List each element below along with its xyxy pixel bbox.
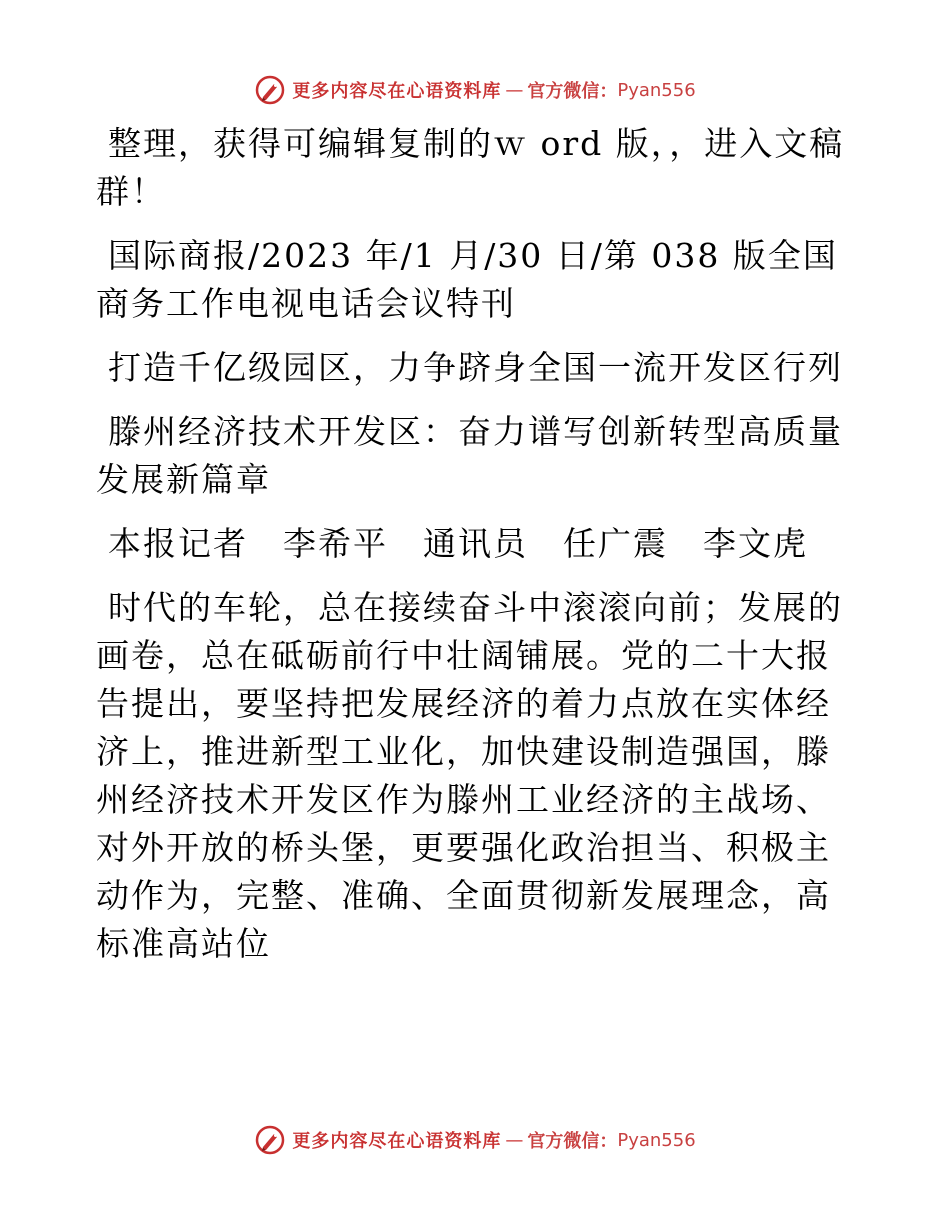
document-body (96, 120, 856, 984)
watermark-separator: — (505, 79, 524, 101)
pen-logo-icon (254, 1124, 286, 1156)
watermark-handle: Pyan556 (617, 79, 696, 101)
source-line: 国际商报/2023 年/1 月/30 日/第 038 版全国商务工作电视电话会议特刊 (96, 236, 838, 323)
watermark-contact-label: 官方微信： (527, 81, 618, 102)
byline: 本报记者 李希平 通讯员 任广震 李文虎 (108, 524, 808, 563)
footer-watermark (0, 1120, 950, 1160)
watermark-main-text: 更多内容尽在心语资料库 (292, 81, 502, 102)
watermark-separator: — (505, 1129, 524, 1151)
watermark-contact-label: 官方微信： (527, 1131, 618, 1152)
body-paragraph: 时代的车轮，总在接续奋斗中滚滚向前；发展的画卷，总在砥砺前行中壮阔铺展。党的二十大报告提出，要坚持把发展经济的着力点放在实体经济上，推进新型工业化，加快建设制造强国，滕州经济技术开发区作为滕州工业经济的主战场、对外开放的桥头堡，更要强化政治担当、积极主动作为，完整、准确、全面贯彻新发展理念，高标准高站位 (96, 588, 843, 963)
header-watermark (0, 70, 950, 110)
watermark-main-text: 更多内容尽在心语资料库 (292, 1131, 502, 1152)
intro-paragraph: 整理，获得可编辑复制的ｗ ord 版，，进入文稿群！ (96, 124, 845, 211)
headline: 打造千亿级园区，力争跻身全国一流开发区行列 (108, 348, 843, 387)
watermark-handle: Pyan556 (617, 1129, 696, 1151)
pen-logo-icon (254, 74, 286, 106)
subheadline: 滕州经济技术开发区：奋力谱写创新转型高质量发展新篇章 (96, 412, 843, 499)
